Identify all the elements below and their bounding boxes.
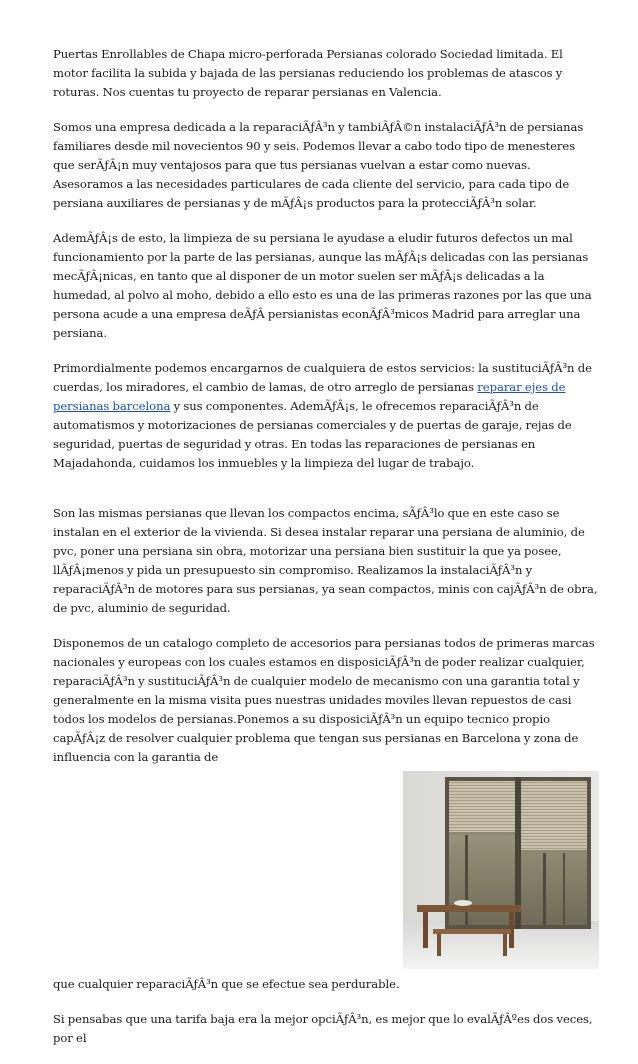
paragraph-servicios-text-a: Primordialmente podemos encargarnos de cualquiera de estos servicios: la sustituciÃƒÂ³n de cuerdas, los miradores, el cambio de lamas, de otro arreglo de persianas <box>53 361 592 394</box>
paragraph-intro: Puertas Enrollables de Chapa micro-perforada Persianas colorado Sociedad limitada. El motor facilita la subida y bajada de las persianas reduciendo los problemas de atascos y roturas. Nos cuentas tu proyecto de reparar persianas en Valencia. <box>53 47 563 99</box>
document-body <box>53 45 599 1064</box>
interior-photo <box>403 771 599 969</box>
paragraph-empresa: Somos una empresa dedicada a la reparaciÃƒÂ³n y tambiÃƒÂ©n instalaciÃƒÂ³n de persianas familiares desde mil novecientos 90 y seis. Podemos llevar a cabo todo tipo de menesteres que serÃƒÂ¡n muy ventajosos para que tus persianas vuelvan a estar como nuevas. Asesoramos a las necesidades particulares de cada cliente del servicio, para cada tipo de persiana auxiliares de persianas y de mÃƒÂ¡s productos para la protecciÃƒÂ³n solar. <box>53 120 584 210</box>
paragraph-servicios-text-b: y sus componentes. AdemÃƒÂ¡s, le ofrecemos reparaciÃƒÂ³n de automatismos y motorizaciones de persianas comerciales y de puertas de garaje, rejas de seguridad, puertas de seguridad y otras. En todas las reparaciones de persianas en Majadahonda, cuidamos los inmuebles y la limpieza del lugar de trabajo. <box>53 399 572 470</box>
paragraph-limpieza: AdemÃƒÂ¡s de esto, la limpieza de su persiana le ayudase a eludir futuros defectos un mal funcionamiento por la parte de las persianas, aunque las mÃƒÂ¡s delicadas con las persianas mecÃƒÂ¡nicas, en tanto que al disponer de un motor suelen ser mÃƒÂ¡s delicadas a la humedad, al polvo al moho, debido a ello esto es una de las primeras razones por las que una persona acude a una empresa deÃƒÂ persianistas econÃƒÂ³micos Madrid para arreglar una persiana. <box>53 231 592 340</box>
paragraph-compactos: Son las mismas persianas que llevan los compactos encima, sÃƒÂ³lo que en este caso se instalan en el exterior de la vivienda. Si desea instalar reparar una persiana de aluminio, de pvc, poner una persiana sin obra, motorizar una persiana bien sustituir la que ya posee, llÃƒÂ¡menos y pida un presupuesto sin compromiso. Realizamos la instalaciÃƒÂ³n y reparaciÃƒÂ³n de motores para sus persianas, ya sean compactos, minis con cajÃƒÂ³n de obra, de pvc, aluminio de seguridad. <box>53 506 598 615</box>
paragraph-catalogo-end: que cualquier reparaciÃƒÂ³n que se efectue sea perdurable. <box>53 977 400 991</box>
paragraph-tarifa: Si pensabas que una tarifa baja era la mejor opciÃƒÂ³n, es mejor que lo evalÃƒÂºes dos veces, por el <box>53 1012 593 1045</box>
reparar-ejes-link[interactable]: reparar ejes de persianas barcelona <box>53 380 566 413</box>
room-window-image <box>403 771 599 969</box>
paragraph-servicios <box>53 359 599 473</box>
paragraph-catalogo: Disponemos de un catalogo completo de accesorios para persianas todos de primeras marcas nacionales y europeas con los cuales estamos en disposiciÃƒÂ³n de poder realizar cualquier, reparaciÃƒÂ³n y sustituciÃƒÂ³n de cualquier modelo de mecanismo con una garantia total y generalmente en la misma visita pues nuestras unidades moviles llevan repuestos de casi todos los modelos de persianas.Ponemos a su disposiciÃƒÂ³n un equipo tecnico propio capÃƒÂ¡z de resolver cualquier problema que tengan sus persianas en Barcelona y zona de influencia con la garantia de <box>53 636 595 764</box>
